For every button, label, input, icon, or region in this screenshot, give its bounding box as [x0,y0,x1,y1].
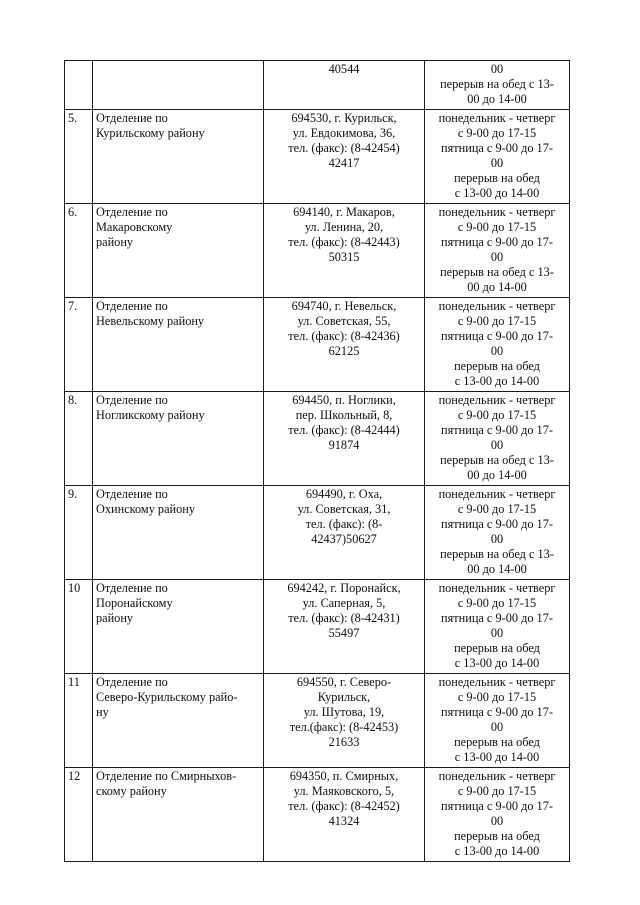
address-line: тел. (факс): (8-42454) [288,141,400,155]
table-row [65,580,570,674]
working-hours-cell [425,768,570,862]
working-hours-line: 00 [490,156,504,170]
office-name-cell [93,61,264,110]
address-line: пер. Школьный, 8, [295,408,393,422]
working-hours-line: перерыв на обед [454,829,540,843]
working-hours-cell [425,392,570,486]
address-line: тел.(факс): (8-42453) [289,720,399,734]
table-row [65,674,570,768]
office-name-line: скому району [96,784,167,798]
table-row [65,110,570,204]
working-hours-line: пятница с 9-00 до 17- [441,517,553,531]
address-line: 41324 [328,814,360,828]
working-hours-line: перерыв на обед [454,735,540,749]
working-hours-line: с 9-00 до 17-15 [457,220,537,234]
office-name-line: Макаровскому [96,220,173,234]
office-name-cell [93,204,264,298]
address-line: 694242, г. Поронайск, [287,581,401,595]
working-hours-line: перерыв на обед с 13- [440,453,554,467]
address-line: ул. Ленина, 20, [304,220,384,234]
office-name-line: Отделение по [96,581,168,595]
office-name-line: Отделение по [96,111,168,125]
address-line: ул. Маяковского, 5, [293,784,395,798]
address-line: ул. Шутова, 19, [303,705,385,719]
working-hours-line: понедельник - четверг [438,393,556,407]
office-name-line: Отделение по [96,675,168,689]
row-number: 6. [65,204,93,298]
office-name-line: Курильскому району [96,126,205,140]
office-name-line: Отделение по [96,487,168,501]
address-cell [264,674,425,768]
address-line: 694530, г. Курильск, [291,111,397,125]
office-name-cell [93,392,264,486]
office-name-line: Невельскому району [96,314,205,328]
working-hours-line: понедельник - четверг [438,675,556,689]
working-hours-line: с 9-00 до 17-15 [457,690,537,704]
row-number: 12 [65,768,93,862]
working-hours-line: с 9-00 до 17-15 [457,314,537,328]
address-line: 42437)50627 [311,532,377,546]
working-hours-line: 00 [490,438,504,452]
table-row [65,486,570,580]
working-hours-line: понедельник - четверг [438,769,556,783]
address-line: тел. (факс): (8-42443) [288,235,400,249]
address-line: тел. (факс): (8-42452) [288,799,400,813]
working-hours-line: понедельник - четверг [438,487,556,501]
address-line: 40544 [328,62,360,76]
working-hours-cell [425,674,570,768]
working-hours-cell [425,61,570,110]
row-number: 9. [65,486,93,580]
working-hours-cell [425,204,570,298]
office-name-line: району [96,611,134,625]
office-name-line: Ногликскому району [96,408,205,422]
working-hours-line: 00 [490,532,504,546]
row-number: 7. [65,298,93,392]
office-name-line: Отделение по Смирныхов- [96,769,237,783]
office-name-cell [93,674,264,768]
address-line: 694740, г. Невельск, [291,299,397,313]
working-hours-line: перерыв на обед с 13- [440,265,554,279]
working-hours-line: с 13-00 до 14-00 [454,750,540,764]
working-hours-line: 00 до 14-00 [467,468,527,482]
row-number: 11 [65,674,93,768]
working-hours-line: с 13-00 до 14-00 [454,656,540,670]
address-cell [264,768,425,862]
address-line: Курильск, [317,690,371,704]
office-name-cell [93,298,264,392]
address-line: 62125 [328,344,360,358]
working-hours-line: с 9-00 до 17-15 [457,126,537,140]
address-line: 694140, г. Макаров, [293,205,395,219]
working-hours-line: с 9-00 до 17-15 [457,784,537,798]
office-name-line: Поронайскому [96,596,173,610]
working-hours-line: понедельник - четверг [438,111,556,125]
working-hours-line: понедельник - четверг [438,205,556,219]
office-name-line: Отделение по [96,205,168,219]
address-line: ул. Советская, 55, [297,314,391,328]
address-cell [264,486,425,580]
working-hours-line: понедельник - четверг [438,581,556,595]
address-cell [264,580,425,674]
row-number: 5. [65,110,93,204]
working-hours-line: с 9-00 до 17-15 [457,502,537,516]
address-line: тел. (факс): (8-42444) [288,423,400,437]
branch-offices-table [64,60,570,862]
address-line: 694350, п. Смирных, [289,769,399,783]
row-number: 8. [65,392,93,486]
address-line: ул. Евдокимова, 36, [292,126,396,140]
office-name-line: ну [96,705,109,719]
working-hours-line: пятница с 9-00 до 17- [441,235,553,249]
table-row [65,204,570,298]
working-hours-line: перерыв на обед [454,641,540,655]
working-hours-line: пятница с 9-00 до 17- [441,329,553,343]
working-hours-line: с 9-00 до 17-15 [457,596,537,610]
table-row [65,298,570,392]
table-row [65,61,570,110]
office-name-line: Отделение по [96,393,168,407]
working-hours-line: с 13-00 до 14-00 [454,186,540,200]
row-number: 10 [65,580,93,674]
working-hours-line: с 13-00 до 14-00 [454,374,540,388]
address-line: 91874 [328,438,360,452]
address-line: ул. Саперная, 5, [302,596,386,610]
working-hours-line: 00 [490,720,504,734]
office-name-cell [93,580,264,674]
working-hours-line: с 13-00 до 14-00 [454,844,540,858]
working-hours-line: пятница с 9-00 до 17- [441,141,553,155]
working-hours-line: понедельник - четверг [438,299,556,313]
address-cell [264,298,425,392]
address-line: тел. (факс): (8- [305,517,383,531]
working-hours-line: 00 до 14-00 [467,92,527,106]
office-name-line: району [96,235,134,249]
office-name-line: Отделение по [96,299,168,313]
address-cell [264,204,425,298]
working-hours-line: 00 до 14-00 [467,280,527,294]
working-hours-line: перерыв на обед [454,171,540,185]
office-name-cell [93,486,264,580]
working-hours-line: 00 [490,250,504,264]
table-row [65,392,570,486]
working-hours-line: пятница с 9-00 до 17- [441,423,553,437]
address-line: 55497 [328,626,360,640]
address-line: 21633 [328,735,360,749]
working-hours-line: пятница с 9-00 до 17- [441,611,553,625]
table-body [65,61,570,862]
working-hours-line: с 9-00 до 17-15 [457,408,537,422]
working-hours-line: 00 [490,626,504,640]
working-hours-line: перерыв на обед с 13- [440,77,554,91]
working-hours-line: пятница с 9-00 до 17- [441,799,553,813]
working-hours-line: 00 [490,62,504,76]
office-name-cell [93,110,264,204]
address-line: ул. Советская, 31, [297,502,391,516]
address-line: тел. (факс): (8-42431) [288,611,400,625]
address-line: тел. (факс): (8-42436) [288,329,400,343]
working-hours-line: перерыв на обед с 13- [440,547,554,561]
working-hours-line: пятница с 9-00 до 17- [441,705,553,719]
working-hours-cell [425,110,570,204]
working-hours-line: 00 [490,344,504,358]
working-hours-line: 00 [490,814,504,828]
address-cell [264,110,425,204]
office-name-line: Северо-Курильскому райо- [96,690,238,704]
working-hours-line: 00 до 14-00 [467,562,527,576]
working-hours-cell [425,580,570,674]
address-line: 694550, г. Северо- [296,675,392,689]
office-name-line: Охинскому району [96,502,195,516]
working-hours-line: перерыв на обед [454,359,540,373]
working-hours-cell [425,298,570,392]
address-line: 694490, г. Оха, [305,487,383,501]
row-number [65,61,93,110]
working-hours-cell [425,486,570,580]
office-name-cell [93,768,264,862]
address-cell [264,392,425,486]
address-cell [264,61,425,110]
address-line: 694450, п. Ноглики, [292,393,396,407]
address-line: 50315 [328,250,360,264]
address-line: 42417 [328,156,360,170]
table-row [65,768,570,862]
